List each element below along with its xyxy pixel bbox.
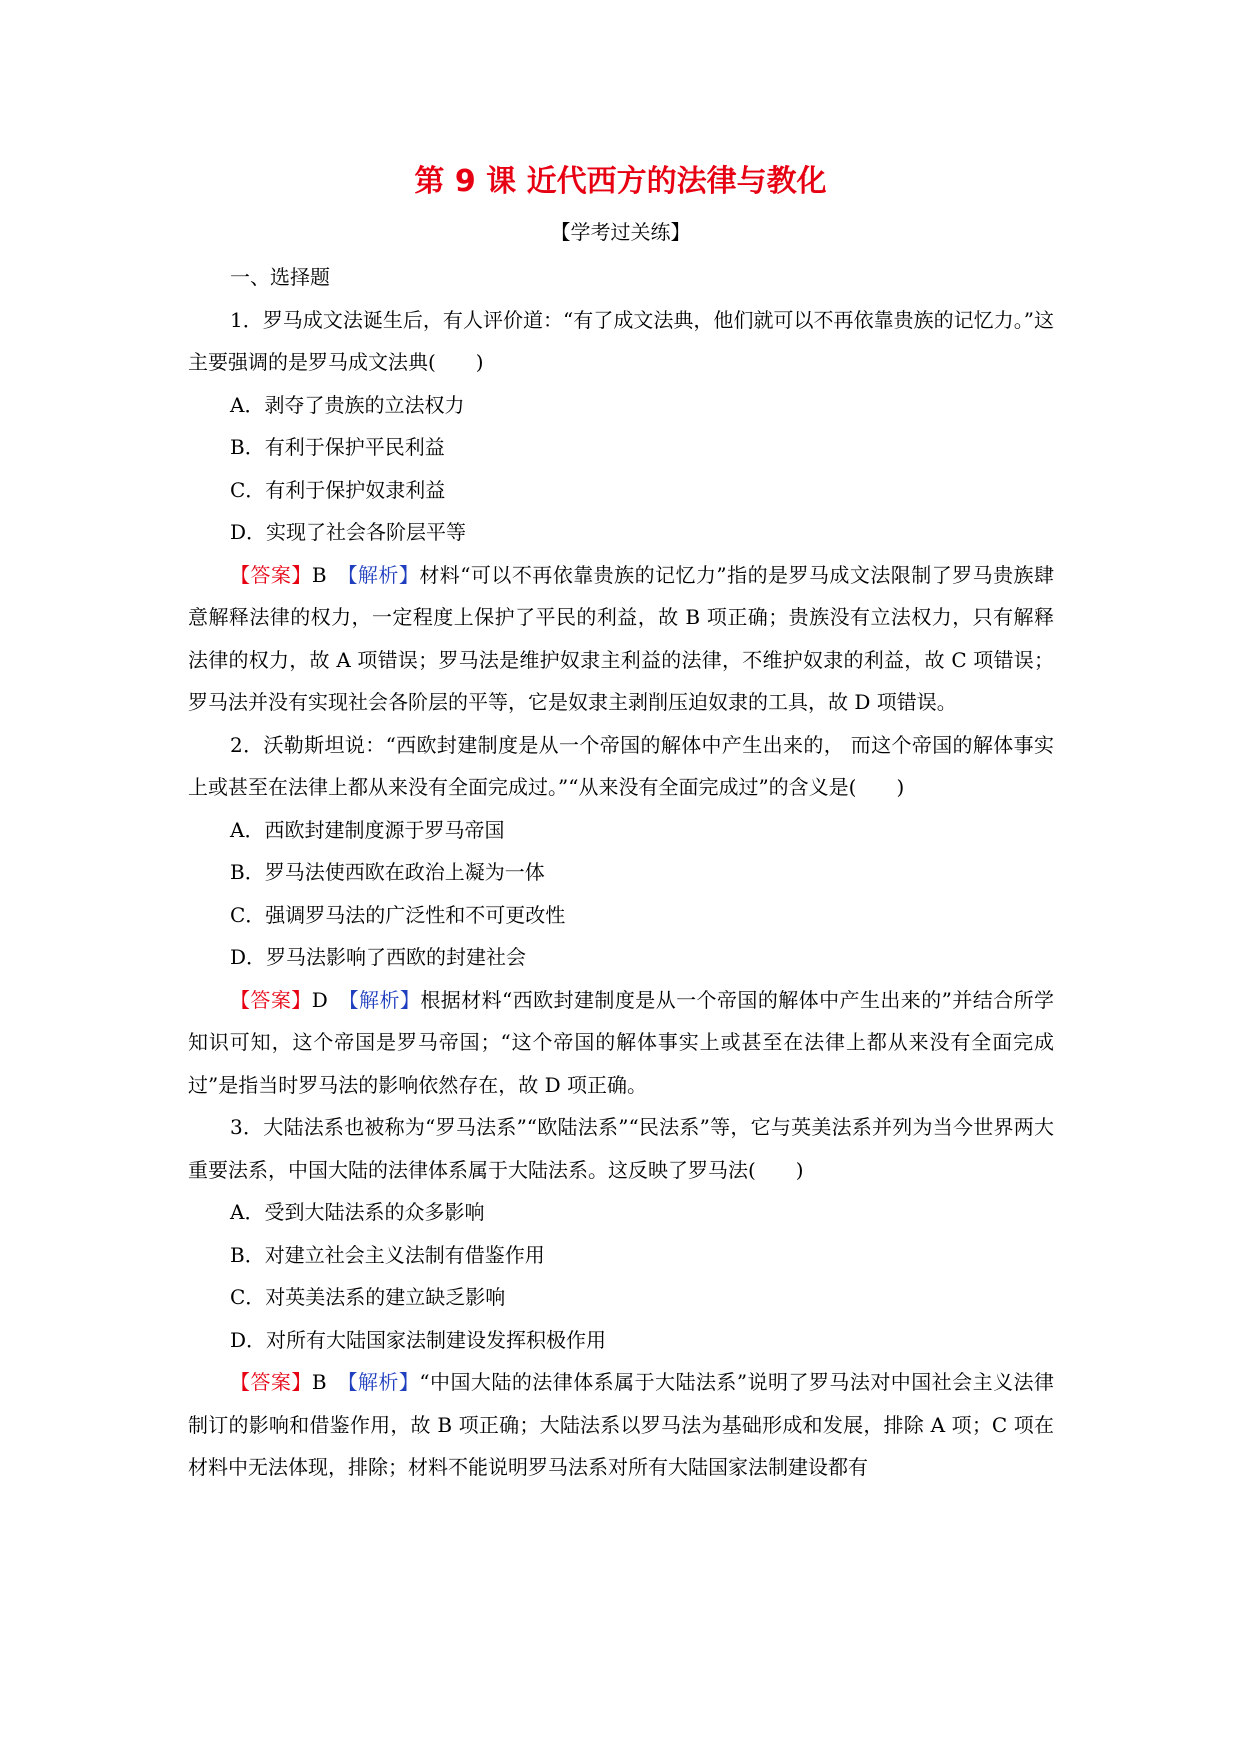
answer-value: B bbox=[311, 1370, 327, 1394]
option-a: A．西欧封建制度源于罗马帝国 bbox=[230, 817, 505, 842]
answer-value: D bbox=[311, 987, 328, 1012]
option-b: B．对建立社会主义法制有借鉴作用 bbox=[230, 1242, 545, 1267]
question-stem: 3．大陆法系也被称为“罗马法系”“欧陆法系”“民法系”等，它与英美法系并列为当今世界两大重要法系，中国大陆的法律体系属于大陆法系。这反映了罗马法( ) bbox=[188, 1115, 1054, 1182]
option-d: D．罗马法影响了西欧的封建社会 bbox=[230, 945, 527, 969]
option-a: A．受到大陆法系的众多影响 bbox=[230, 1200, 485, 1224]
option-c: C．强调罗马法的广泛性和不可更改性 bbox=[230, 902, 566, 927]
explanation-text: 材料“可以不再依靠贵族的记忆力”指的是罗马成文法限制了罗马贵族肆意解释法律的权力，一定程度上保护了平民的利益，故 B 项正确；贵族没有立法权力，只有解释法律的权力，故 A 项错误；罗马法是维护奴隶主利益的法律，不维护奴隶的利益，故 C 项错误；罗马法并没有实现社会各阶层的平等，它是奴隶主剥削压迫奴隶的工具，故 D 项错误。 bbox=[188, 562, 1055, 714]
question-stem: 2．沃勒斯坦说：“西欧封建制度是从一个帝国的解体中产生出来的， 而这个帝国的解体事实上或甚至在法律上都从来没有全面完成过。”“从来没有全面完成过”的含义是( ) bbox=[188, 732, 1054, 799]
answer-tag: 【答案】 bbox=[230, 987, 312, 1012]
document-body bbox=[188, 256, 1054, 1489]
question-1 bbox=[188, 299, 1054, 724]
option-d: D．实现了社会各阶层平等 bbox=[230, 520, 467, 544]
page-title: 第 9 课 近代西方的法律与教化 bbox=[414, 164, 827, 199]
question-stem: 1．罗马成文法诞生后，有人评价道：“有了成文法典，他们就可以不再依靠贵族的记忆力。”这主要强调的是罗马成文法典( ) bbox=[188, 307, 1054, 374]
explanation-text: “中国大陆的法律体系属于大陆法系”说明了罗马法对中国社会主义法律制订的影响和借鉴作用，故 B 项正确；大陆法系以罗马法为基础形成和发展，排除 A 项；C 项在材料中无法体现，排除；材料不能说明罗马法系对所有大陆国家法制建设都有 bbox=[188, 1370, 1055, 1479]
answer-block bbox=[188, 1361, 1054, 1489]
option-c: C．对英美法系的建立缺乏影响 bbox=[230, 1285, 506, 1309]
explanation-tag: 【解析】 bbox=[347, 1370, 420, 1394]
answer-block bbox=[188, 554, 1054, 724]
option-c: C．有利于保护奴隶利益 bbox=[230, 477, 446, 502]
explanation-tag: 【解析】 bbox=[347, 562, 420, 587]
section-heading: 一、选择题 bbox=[230, 265, 330, 289]
answer-tag: 【答案】 bbox=[230, 1370, 312, 1394]
option-b: B．罗马法使西欧在政治上凝为一体 bbox=[230, 860, 545, 884]
option-b: B．有利于保护平民利益 bbox=[230, 435, 445, 459]
question-3 bbox=[188, 1106, 1054, 1489]
explanation-text: 根据材料“西欧封建制度是从一个帝国的解体中产生出来的”并结合所学知识可知，这个帝国是罗马帝国；“这个帝国的解体事实上或甚至在法律上都从来没有全面完成过”是指当时罗马法的影响依然存在，故 D 项正确。 bbox=[188, 987, 1055, 1097]
explanation-tag: 【解析】 bbox=[348, 987, 421, 1012]
answer-value: B bbox=[311, 562, 327, 587]
answer-block bbox=[188, 979, 1054, 1107]
answer-tag: 【答案】 bbox=[230, 562, 312, 587]
option-d: D．对所有大陆国家法制建设发挥积极作用 bbox=[230, 1327, 607, 1352]
section-subtitle: 【学考过关练】 bbox=[550, 220, 691, 244]
question-2 bbox=[188, 724, 1054, 1107]
option-a: A．剥夺了贵族的立法权力 bbox=[230, 392, 465, 417]
